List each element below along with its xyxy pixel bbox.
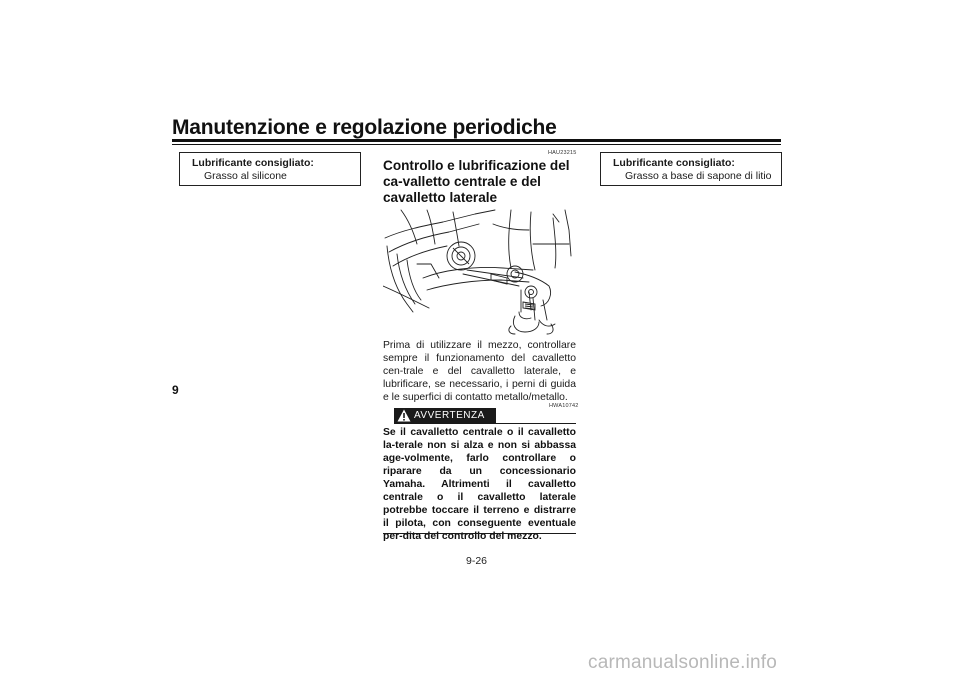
warning-header — [383, 408, 576, 424]
warning-header-rule — [496, 423, 576, 424]
right-lubricant-box — [600, 152, 782, 186]
warning-triangle-icon — [397, 409, 411, 422]
chapter-tab: 9 — [172, 383, 179, 397]
section-body: Prima di utilizzare il mezzo, controllare sempre il funzionamento del cavalletto cen-trale e del cavalletto laterale, e lubrificare, se necessario, i perni di guida e le superfici di contatto metallo/metallo. — [383, 340, 576, 403]
warning-bottom-rule — [383, 533, 576, 534]
right-lubricant-value: Grasso a base di sapone di litio — [625, 170, 772, 182]
left-lubricant-label: Lubrificante consigliato: — [192, 157, 314, 169]
left-lubricant-value: Grasso al silicone — [204, 170, 287, 182]
right-lubricant-label: Lubrificante consigliato: — [613, 157, 735, 169]
section-code: HAU23215 — [548, 150, 577, 156]
warning-code: HWA10742 — [549, 403, 579, 409]
header-rule-thin — [172, 144, 781, 145]
page-header-title: Manutenzione e regolazione periodiche — [172, 116, 557, 139]
warning-label: AVVERTENZA — [414, 410, 485, 421]
left-lubricant-box — [179, 152, 361, 186]
stand-illustration — [383, 208, 576, 336]
warning-text: Se il cavalletto centrale o il cavalletto la-terale non si alza e non si abbassa age-volmente, farlo controllare o riparare da un concessionario Yamaha. Altrimenti il cavalletto centrale o il cavalletto laterale potrebbe toccare il terreno e distrarre il pilota, con conseguente eventuale per-dita del controllo del mezzo. — [383, 427, 576, 542]
watermark: carmanualsonline.info — [588, 652, 778, 673]
header-rule — [172, 139, 781, 142]
page-number: 9-26 — [466, 555, 488, 567]
section-title: Controllo e lubrificazione del ca-valletto centrale e del cavalletto laterale — [383, 158, 570, 205]
warning-badge — [394, 408, 496, 424]
